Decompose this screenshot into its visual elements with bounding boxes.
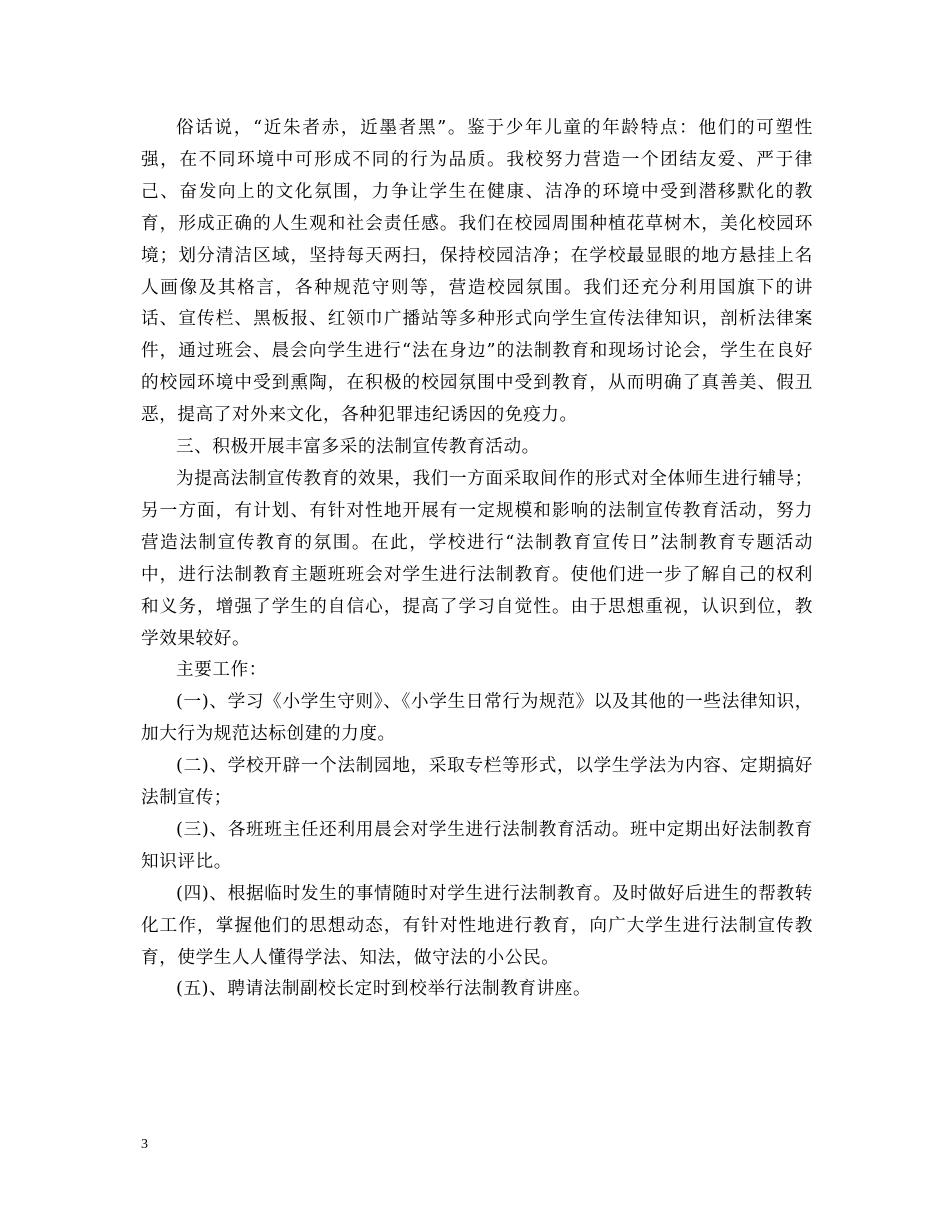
work-item-2: (二)、学校开辟一个法制园地，采取专栏等形式，以学生学法为内容、定期搞好法制宣传； [141, 756, 813, 809]
paragraph-environment: 俗话说，“近朱者赤，近墨者黑”。鉴于少年儿童的年龄特点：他们的可塑性强，在不同环境中可形成不同的行为品质。我校努力营造一个团结友爱、严于律己、奋发向上的文化氛围，力争让学生在健康、洁净的环境中受到潜移默化的教育，形成正确的人生观和社会责任感。我们在校园周围种植花草树木，美化校园环境；划分清洁区域，坚持每天两扫，保持校园洁净；在学校最显眼的地方悬挂上名人画像及其格言，各种规范守则等，营造校园氛围。我们还充分利用国旗下的讲话、宣传栏、黑板报、红领巾广播站等多种形式向学生宣传法律知识，剖析法律案件，通过班会、晨会向学生进行“法在身边”的法制教育和现场讨论会，学生在良好的校园环境中受到熏陶，在积极的校园氛围中受到教育，从而明确了真善美、假丑恶，提高了对外来文化，各种犯罪违纪诱因的免疫力。 [141, 118, 813, 426]
work-item-3: (三)、各班班主任还利用晨会对学生进行法制教育活动。班中定期出好法制教育知识评比。 [141, 819, 813, 872]
paragraph-education-effect: 为提高法制宣传教育的效果，我们一方面采取间作的形式对全体师生进行辅导；另一方面，有计划、有针对性地开展有一定规模和影响的法制宣传教育活动，努力营造法制宣传教育的氛围。在此，学校进行“法制教育宣传日”法制教育专题活动中，进行法制教育主题班班会对学生进行法制教育。使他们进一步了解自己的权利和义务，增强了学生的自信心，提高了学习自觉性。由于思想重视，认识到位，教学效果较好。 [141, 468, 813, 649]
work-item-1: (一)、学习《小学生守则》、《小学生日常行为规范》以及其他的一些法律知识，加大行为规范达标创建的力度。 [141, 692, 813, 745]
work-item-4: (四)、根据临时发生的事情随时对学生进行法制教育。及时做好后进生的帮教转化工作，掌握他们的思想动态，有针对性地进行教育，向广大学生进行法制宣传教育，使学生人人懂得学法、知法，做守法的小公民。 [141, 883, 813, 968]
document-body [141, 113, 813, 1006]
page-number: 3 [141, 1137, 148, 1152]
main-work-heading: 主要工作： [176, 660, 267, 681]
section-heading-three: 三、积极开展丰富多采的法制宣传教育活动。 [176, 437, 540, 458]
work-item-5: (五)、聘请法制副校长定时到校举行法制教育讲座。 [176, 979, 592, 1000]
